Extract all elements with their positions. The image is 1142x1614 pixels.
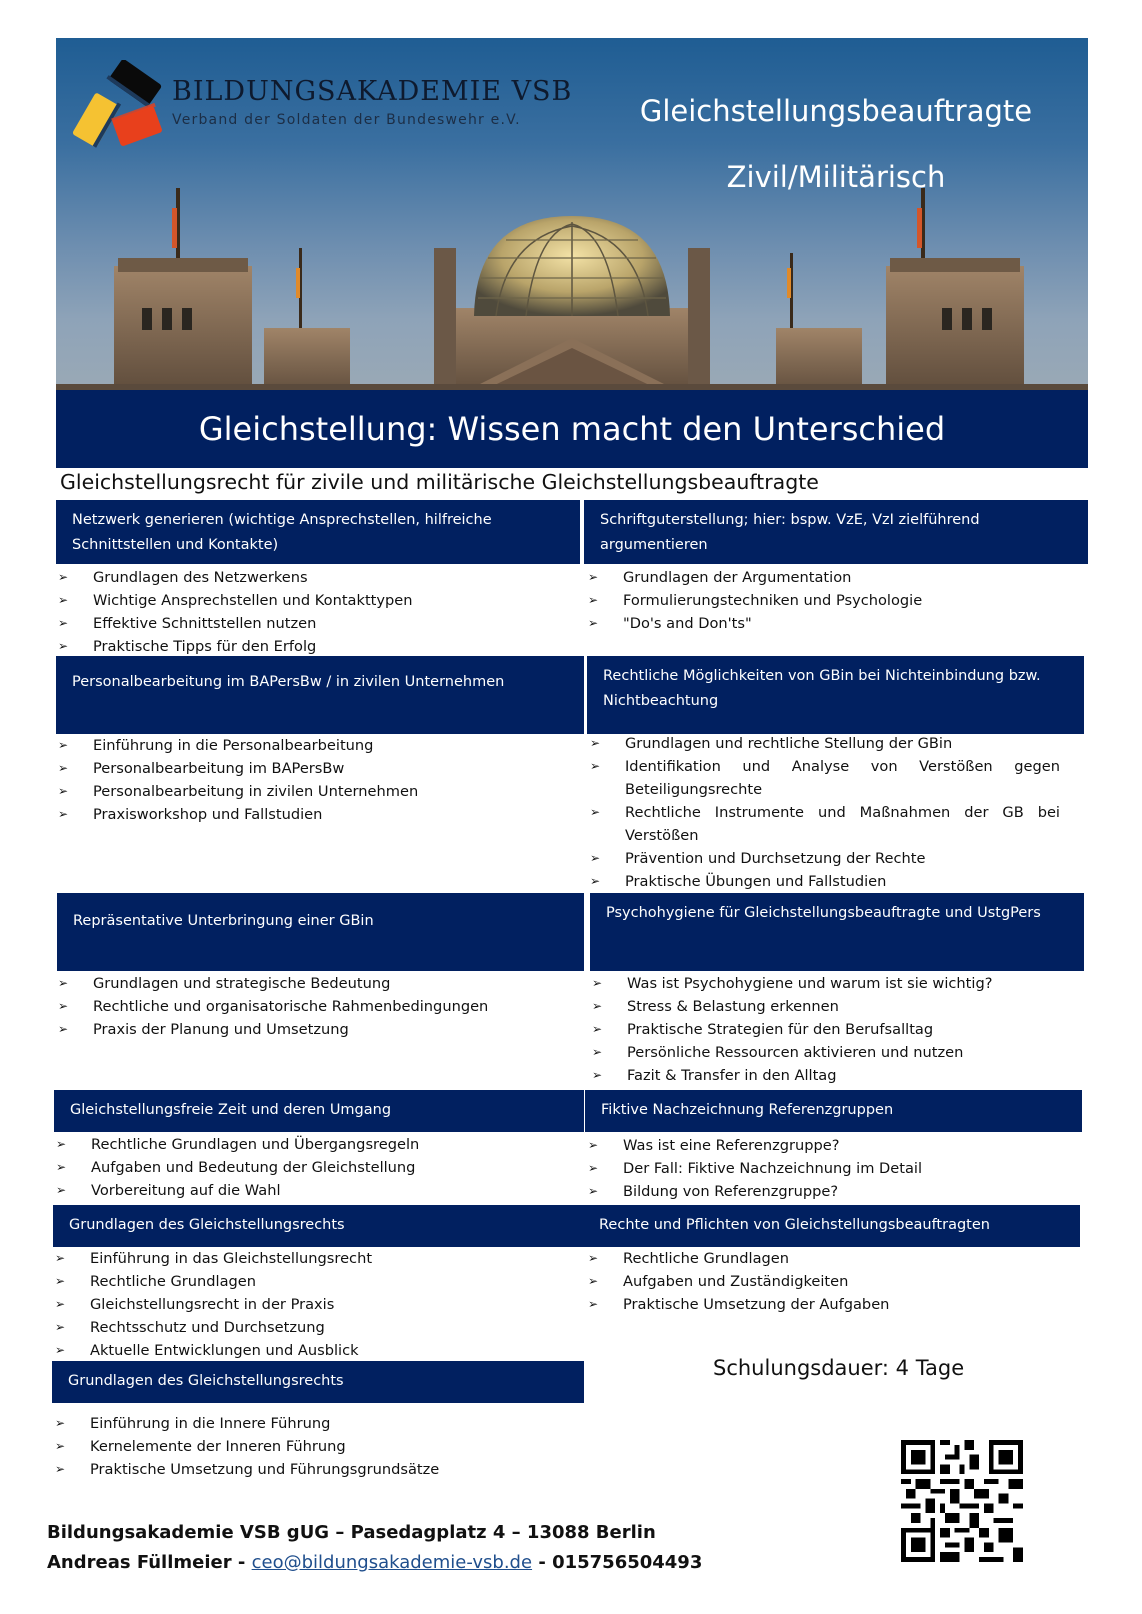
hero-header xyxy=(56,38,1088,390)
section-header-rechtliche-moeglichkeiten: Rechtliche Möglichkeiten von GBin bei Nichteinbindung bzw. Nichtbeachtung xyxy=(587,656,1084,734)
list-item: ➢ Rechtliche Instrumente und Maßnahmen der GB bei Verstößen xyxy=(590,801,1060,847)
arrow-bullet-icon: ➢ xyxy=(56,1160,67,1174)
list-item: ➢ Wichtige Ansprechstellen und Kontakttypen xyxy=(58,589,578,612)
list-item: ➢ Aufgaben und Bedeutung der Gleichstellung xyxy=(56,1156,576,1179)
list-item: ➢ Grundlagen und strategische Bedeutung xyxy=(58,972,578,995)
arrow-bullet-icon: ➢ xyxy=(56,1183,67,1197)
section-list-personalbearbeitung xyxy=(58,734,578,826)
list-item: ➢ Persönliche Ressourcen aktivieren und nutzen xyxy=(592,1041,1082,1064)
list-item: ➢ Stress & Belastung erkennen xyxy=(592,995,1082,1018)
list-item: ➢ Identifikation und Analyse von Verstößen gegen Beteiligungsrechte xyxy=(590,755,1060,801)
reichstag-building-image xyxy=(56,188,1088,390)
list-item: ➢ Rechtliche Grundlagen und Übergangsregeln xyxy=(56,1133,576,1156)
list-item: ➢ Personalbearbeitung in zivilen Unternehmen xyxy=(58,780,578,803)
list-item: ➢ Effektive Schnittstellen nutzen xyxy=(58,612,578,635)
section-header-unterbringung: Repräsentative Unterbringung einer GBin xyxy=(57,893,584,971)
list-item: ➢ Vorbereitung auf die Wahl xyxy=(56,1179,576,1202)
list-item: ➢ Praktische Tipps für den Erfolg xyxy=(58,635,578,658)
arrow-bullet-icon: ➢ xyxy=(592,1068,603,1082)
section-header-innere-fuehrung: Grundlagen des Gleichstellungsrechts xyxy=(52,1361,584,1403)
arrow-bullet-icon: ➢ xyxy=(58,593,69,607)
list-item: ➢ Formulierungstechniken und Psychologie xyxy=(588,589,1084,612)
list-item: ➢ Praktische Umsetzung der Aufgaben xyxy=(588,1293,1078,1316)
arrow-bullet-icon: ➢ xyxy=(588,1274,599,1288)
list-item: ➢ Der Fall: Fiktive Nachzeichnung im Detail xyxy=(588,1157,1078,1180)
arrow-bullet-icon: ➢ xyxy=(590,874,601,888)
hero-subtitle: Zivil/Militärisch xyxy=(726,160,946,194)
qr-code-icon xyxy=(901,1440,1023,1562)
list-item: ➢ "Do's and Don'ts" xyxy=(588,612,1084,635)
section-header-personalbearbeitung: Personalbearbeitung im BAPersBw / in zivilen Unternehmen xyxy=(56,656,584,734)
arrow-bullet-icon: ➢ xyxy=(58,976,69,990)
footer-contact xyxy=(47,1552,702,1573)
list-item: ➢ Grundlagen der Argumentation xyxy=(588,566,1084,589)
page-subtitle: Gleichstellungsrecht für zivile und militärische Gleichstellungsbeauftragte xyxy=(60,470,819,494)
list-item: ➢ Rechtliche Grundlagen xyxy=(588,1247,1078,1270)
arrow-bullet-icon: ➢ xyxy=(55,1439,66,1453)
arrow-bullet-icon: ➢ xyxy=(55,1416,66,1430)
list-item: ➢ Praktische Umsetzung und Führungsgrundsätze xyxy=(55,1458,575,1481)
arrow-bullet-icon: ➢ xyxy=(592,999,603,1013)
list-item: ➢ Personalbearbeitung im BAPersBw xyxy=(58,757,578,780)
arrow-bullet-icon: ➢ xyxy=(588,1161,599,1175)
list-item: ➢ Grundlagen und rechtliche Stellung der GBin xyxy=(590,732,1060,755)
section-header-schriftgut: Schriftguterstellung; hier: bspw. VzE, VzI zielführend argumentieren xyxy=(584,500,1088,564)
list-item: ➢ Grundlagen des Netzwerkens xyxy=(58,566,578,589)
arrow-bullet-icon: ➢ xyxy=(592,1022,603,1036)
section-list-gleichstellungsfreie-zeit xyxy=(56,1133,576,1202)
list-item: ➢ Praktische Strategien für den Berufsalltag xyxy=(592,1018,1082,1041)
section-header-psychohygiene: Psychohygiene für Gleichstellungsbeauftragte und UstgPers xyxy=(590,893,1084,971)
section-header-grundlagen-gleichstellungsrecht: Grundlagen des Gleichstellungsrechts xyxy=(53,1205,584,1247)
list-item: ➢ Rechtliche und organisatorische Rahmenbedingungen xyxy=(58,995,578,1018)
arrow-bullet-icon: ➢ xyxy=(55,1274,66,1288)
arrow-bullet-icon: ➢ xyxy=(58,999,69,1013)
headline-text: Gleichstellung: Wissen macht den Unterschied xyxy=(198,410,946,448)
arrow-bullet-icon: ➢ xyxy=(56,1137,67,1151)
email-link[interactable]: ceo@bildungsakademie-vsb.de xyxy=(251,1552,533,1573)
arrow-bullet-icon: ➢ xyxy=(588,1297,599,1311)
brand-name: BILDUNGSAKADEMIE VSB xyxy=(172,76,573,107)
section-list-netzwerk xyxy=(58,566,578,658)
arrow-bullet-icon: ➢ xyxy=(58,639,69,653)
arrow-bullet-icon: ➢ xyxy=(58,1022,69,1036)
section-header-netzwerk: Netzwerk generieren (wichtige Ansprechstellen, hilfreiche Schnittstellen und Kontakte) xyxy=(56,500,580,564)
arrow-bullet-icon: ➢ xyxy=(588,616,599,630)
arrow-bullet-icon: ➢ xyxy=(588,1184,599,1198)
arrow-bullet-icon: ➢ xyxy=(58,738,69,752)
list-item: ➢ Bildung von Referenzgruppe? xyxy=(588,1180,1078,1203)
section-list-psychohygiene xyxy=(592,972,1082,1087)
arrow-bullet-icon: ➢ xyxy=(55,1251,66,1265)
list-item: ➢ Aufgaben und Zuständigkeiten xyxy=(588,1270,1078,1293)
list-item: ➢ Rechtsschutz und Durchsetzung xyxy=(55,1316,575,1339)
list-item: ➢ Was ist eine Referenzgruppe? xyxy=(588,1134,1078,1157)
section-list-unterbringung xyxy=(58,972,578,1041)
list-item: ➢ Praxisworkshop und Fallstudien xyxy=(58,803,578,826)
section-list-innere-fuehrung xyxy=(55,1412,575,1481)
contact-phone: - 015756504493 xyxy=(532,1552,703,1573)
list-item: ➢ Was ist Psychohygiene und warum ist sie wichtig? xyxy=(592,972,1082,995)
list-item: ➢ Gleichstellungsrecht in der Praxis xyxy=(55,1293,575,1316)
section-list-fiktive-nachzeichnung xyxy=(588,1134,1078,1203)
list-item: ➢ Aktuelle Entwicklungen und Ausblick xyxy=(55,1339,575,1362)
arrow-bullet-icon: ➢ xyxy=(590,851,601,865)
arrow-bullet-icon: ➢ xyxy=(58,807,69,821)
section-list-schriftgut xyxy=(588,566,1084,635)
arrow-bullet-icon: ➢ xyxy=(588,570,599,584)
arrow-bullet-icon: ➢ xyxy=(55,1320,66,1334)
arrow-bullet-icon: ➢ xyxy=(592,976,603,990)
academy-logo-icon xyxy=(70,60,166,150)
arrow-bullet-icon: ➢ xyxy=(58,784,69,798)
section-list-grundlagen-gleichstellungsrecht xyxy=(55,1247,575,1362)
section-list-rechtliche-moeglichkeiten xyxy=(590,732,1060,893)
hero-title: Gleichstellungsbeauftragte xyxy=(639,94,1033,128)
arrow-bullet-icon: ➢ xyxy=(590,759,601,773)
section-header-gleichstellungsfreie-zeit: Gleichstellungsfreie Zeit und deren Umgang xyxy=(54,1090,584,1132)
list-item: ➢ Fazit & Transfer in den Alltag xyxy=(592,1064,1082,1087)
arrow-bullet-icon: ➢ xyxy=(590,736,601,750)
footer-address: Bildungsakademie VSB gUG – Pasedagplatz 4 – 13088 Berlin xyxy=(47,1522,656,1543)
arrow-bullet-icon: ➢ xyxy=(588,1251,599,1265)
arrow-bullet-icon: ➢ xyxy=(58,570,69,584)
arrow-bullet-icon: ➢ xyxy=(55,1343,66,1357)
brand-subtitle: Verband der Soldaten der Bundeswehr e.V. xyxy=(172,112,521,128)
contact-name: Andreas Füllmeier - xyxy=(47,1552,252,1573)
section-list-rechte-pflichten xyxy=(588,1247,1078,1316)
arrow-bullet-icon: ➢ xyxy=(55,1297,66,1311)
list-item: ➢ Rechtliche Grundlagen xyxy=(55,1270,575,1293)
list-item: ➢ Kernelemente der Inneren Führung xyxy=(55,1435,575,1458)
section-header-rechte-pflichten: Rechte und Pflichten von Gleichstellungsbeauftragten xyxy=(583,1205,1080,1247)
headline-banner xyxy=(56,390,1088,468)
list-item: ➢ Einführung in das Gleichstellungsrecht xyxy=(55,1247,575,1270)
training-duration: Schulungsdauer: 4 Tage xyxy=(713,1356,965,1380)
arrow-bullet-icon: ➢ xyxy=(588,593,599,607)
list-item: ➢ Prävention und Durchsetzung der Rechte xyxy=(590,847,1060,870)
arrow-bullet-icon: ➢ xyxy=(58,761,69,775)
arrow-bullet-icon: ➢ xyxy=(55,1462,66,1476)
list-item: ➢ Einführung in die Innere Führung xyxy=(55,1412,575,1435)
arrow-bullet-icon: ➢ xyxy=(58,616,69,630)
list-item: ➢ Praxis der Planung und Umsetzung xyxy=(58,1018,578,1041)
list-item: ➢ Einführung in die Personalbearbeitung xyxy=(58,734,578,757)
list-item: ➢ Praktische Übungen und Fallstudien xyxy=(590,870,1060,893)
arrow-bullet-icon: ➢ xyxy=(592,1045,603,1059)
arrow-bullet-icon: ➢ xyxy=(590,805,601,819)
arrow-bullet-icon: ➢ xyxy=(588,1138,599,1152)
section-header-fiktive-nachzeichnung: Fiktive Nachzeichnung Referenzgruppen xyxy=(585,1090,1082,1132)
